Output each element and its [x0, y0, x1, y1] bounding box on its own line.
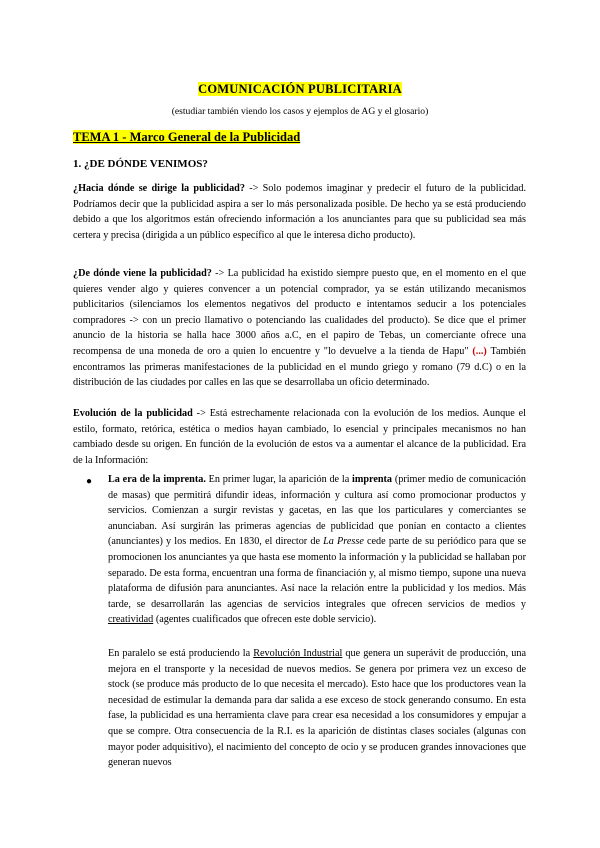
- document-subtitle: (estudiar también viendo los casos y ejemplos de AG y el glosario): [171, 106, 429, 117]
- bullet-dot: ●: [86, 476, 93, 487]
- paragraph-revolucion-industrial: En paralelo se está produciendo la Revolución Industrial que genera un superávit de producción, una mejora en el transporte y la necesidad de nuevos medios. Se genera por primera vez un exceso de stock (se produce más producto de lo que necesita el mercado). Esto hace que los productores vean la necesidad de estimular la demanda para dar salida a ese exceso de stock generando consumo. En esta fase, la publicidad es una herramienta clave para crear esa necesidad a los consumidores y empujar a que se compre. Otra consecuencia de la R.I. es la aparición de distintas clases sociales (algunas con mayor poder adquisitivo), el nacimiento del concepto de ocio y se producen grandes innovaciones que generan nuevos: [108, 648, 526, 769]
- paragraph-hacia-donde: ¿Hacia dónde se dirige la publicidad? -> Solo podemos imaginar y predecir el futuro de la publicidad. Podríamos decir que la publicidad aspira a ser lo más personalizada posible. De hecho ya se está produciendo debido a que los algoritmos están ofreciendo información a los anunciantes para que su publicidad sea más certera y precisa (dirigida a un público específico al que le interesa dicho producto).: [73, 183, 527, 241]
- section-heading: 1. ¿DE DÓNDE VENIMOS?: [73, 158, 208, 170]
- paragraph-evolucion: Evolución de la publicidad -> Está estrechamente relacionada con la evolución de los medios. Aunque el estilo, formato, retórica, estética o medios hayan cambiado, lo esencial y principales mecanismos no han cambiado desde su origen. En función de la evolución de estos va a aumentar el alcance de la publicidad. Era de la Información:: [73, 408, 527, 466]
- paragraph-de-donde: ¿De dónde viene la publicidad? -> La publicidad ha existido siempre puesto que, en el momento en el que quieres vender algo y quieres convencer a un potencial comprador, ya se están utilizando mecanismos publicitarios (silenciamos los elementos negativos del producto e intentamos seducir a los potenciales compradores -> con un precio llamativo o potenciando las cualidades del producto). Se dice que el primer anuncio de la historia se halla hace 3000 años a.C, en el papiro de Tebas, un comerciante ofrece una recompensa de una moneda de oro a quien lo encuentre y "lo devuelve a la tienda de Hapu" (...) También encontramos las primeras manifestaciones de la publicidad en el mundo griego y romano (79 d.C) o en la distribución de las ciudades por calles en las que se desarrollaba un oficio determinado.: [73, 268, 526, 389]
- list-item-imprenta: La era de la imprenta. En primer lugar, la aparición de la imprenta (primer medio de comunicación de masas) que permitirá difundir ideas, información y cultura así como promocionar productos y servicios. Comienzan a surgir revistas y gacetas, en las que los particulares y comerciantes se anunciaban. Así surgirán las primeras agencias de publicidad que ponían en contacto a clientes (anunciantes) y los medios. En 1830, el director de La Presse cede parte de su periódico para que se promocionen los anunciantes ya que hasta ese momento la información y la publicidad se hallaban por separado. De esta forma, encuentran una forma de financiación y, al mismo tiempo, supone una nueva plataforma de difusión para anunciantes. Así nace la relación entre la publicidad y los medios. Más tarde, se desarrollarán las agencias de servicios integrales que ofrecen servicios de medios y creatividad (agentes cualificados que ofrecen este doble servicio).: [108, 474, 526, 626]
- document-title: COMUNICACIÓN PUBLICITARIA: [198, 82, 402, 96]
- tema-heading: TEMA 1 - Marco General de la Publicidad: [73, 130, 301, 144]
